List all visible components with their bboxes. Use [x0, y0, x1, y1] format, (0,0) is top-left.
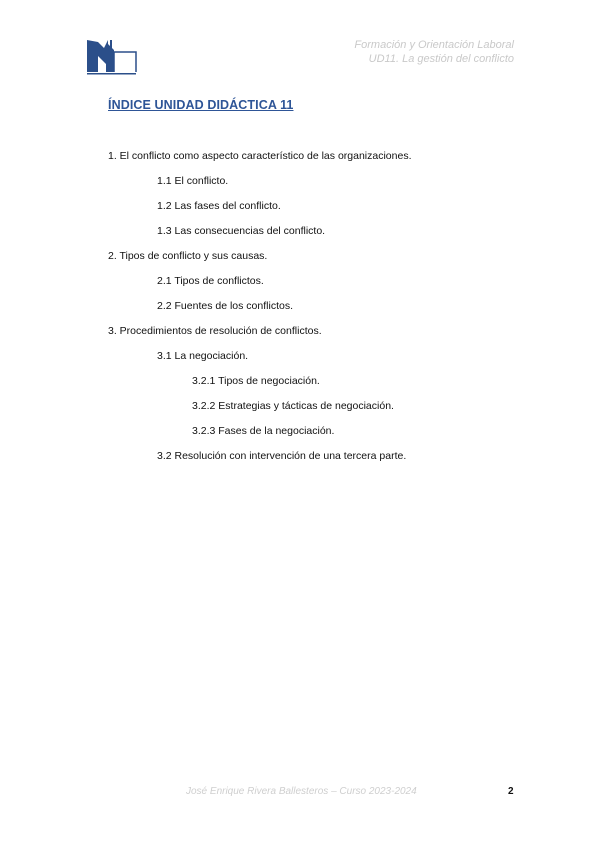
toc-entry: 3.2.1 Tipos de negociación.	[192, 375, 320, 387]
header-subject: Formación y Orientación Laboral	[354, 39, 514, 51]
toc-entry: 3.2 Resolución con intervención de una tercera parte.	[157, 450, 407, 462]
page-number: 2	[508, 786, 514, 797]
toc-entry: 1.3 Las consecuencias del conflicto.	[157, 225, 326, 237]
header-unit: UD11. La gestión del conflicto	[368, 53, 514, 65]
toc-entry: 2.1 Tipos de conflictos.	[157, 275, 264, 287]
toc-title: ÍNDICE UNIDAD DIDÁCTICA 11	[108, 98, 294, 112]
toc-entry: 3.1 La negociación.	[157, 350, 249, 362]
footer-author: José Enrique Rivera Ballesteros – Curso 2023-2024	[186, 786, 417, 797]
toc-entry: 2.2 Fuentes de los conflictos.	[157, 300, 293, 312]
toc-entry: 3.2.2 Estrategias y tácticas de negociación.	[192, 400, 394, 412]
toc-entry: 2. Tipos de conflicto y sus causas.	[108, 250, 268, 262]
page-header	[354, 38, 514, 66]
toc-entry: 1.2 Las fases del conflicto.	[157, 200, 281, 212]
toc-entry: 3. Procedimientos de resolución de conflictos.	[108, 325, 322, 337]
toc-entry: 1.1 El conflicto.	[157, 175, 229, 187]
toc-entry: 3.2.3 Fases de la negociación.	[192, 425, 335, 437]
toc-entry: 1. El conflicto como aspecto característico de las organizaciones.	[108, 150, 412, 162]
school-logo-icon	[84, 36, 140, 76]
